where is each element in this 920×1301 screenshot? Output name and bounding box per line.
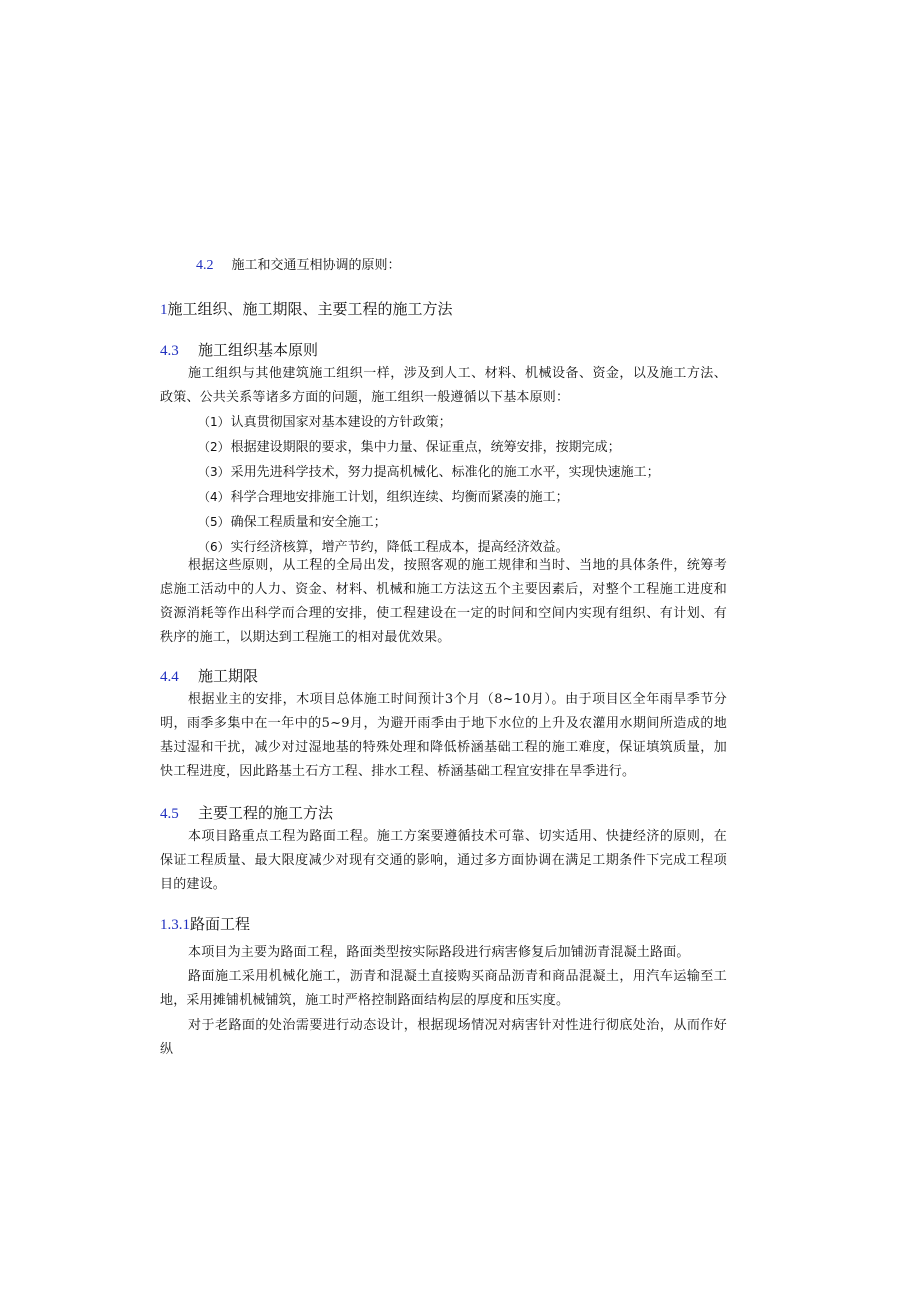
section-4-5-body: 本项目路重点工程为路面工程。施工方案要遵循技术可靠、切实适用、快捷经济的原则，在保证工程质量、最大限度减少对现有交通的影响，通过多方面协调在满足工期条件下完成工程项目的建设。 [160, 829, 727, 892]
list-item-text: 认真贯彻国家对基本建设的方针政策； [230, 415, 452, 430]
section-1-3-1-para-1: 本项目为主要为路面工程，路面类型按实际路段进行病害修复后加铺沥青混凝土路面。 [188, 945, 690, 960]
section-4-4-heading [160, 665, 258, 688]
section-number: 4.4 [160, 669, 179, 685]
list-item-index: （5） [198, 515, 230, 529]
chapter-title: 施工组织、施工期限、主要工程的施工方法 [167, 300, 453, 318]
list-item-index: （4） [198, 490, 230, 504]
list-item-index: （2） [198, 440, 230, 454]
section-number: 1.3.1 [160, 917, 190, 933]
list-item-text: 采用先进科学技术，努力提高机械化、标准化的施工水平，实现快速施工； [230, 465, 660, 480]
section-1-3-1-para-3: 对于老路面的处治需要进行动态设计，根据现场情况对病害针对性进行彻底处治，从而作好纵 [160, 1018, 727, 1057]
section-title: 主要工程的施工方法 [198, 804, 334, 822]
section-4-3-intro: 施工组织与其他建筑施工组织一样，涉及到人工、材料、机械设备、资金，以及施工方法、政策、公共关系等诸多方面的问题，施工组织一般遵循以下基本原则： [160, 366, 727, 405]
section-title: 施工组织基本原则 [198, 341, 319, 359]
chapter-1-heading [160, 298, 453, 321]
list-item-index: （1） [198, 415, 230, 429]
list-item-index: （3） [198, 465, 230, 479]
list-item-text: 根据建设期限的要求，集中力量、保证重点，统筹安排，按期完成； [230, 440, 621, 455]
section-title: 施工和交通互相协调的原则： [231, 258, 401, 273]
list-item-text: 实行经济核算，增产节约，降低工程成本，提高经济效益。 [230, 540, 569, 555]
list-item [198, 485, 660, 510]
section-number: 4.3 [160, 343, 179, 359]
section-title: 路面工程 [190, 915, 251, 933]
list-item-text: 科学合理地安排施工计划，组织连续、均衡而紧凑的施工； [230, 490, 569, 505]
section-1-3-1-para-2: 路面施工采用机械化施工，沥青和混凝土直接购买商品沥青和商品混凝土，用汽车运输至工地，采用摊铺机械铺筑，施工时严格控制路面结构层的厚度和压实度。 [160, 969, 727, 1008]
section-4-3-summary: 根据这些原则，从工程的全局出发，按照客观的施工规律和当时、当地的具体条件，统筹考虑施工活动中的人力、资金、材料、机械和施工方法这五个主要因素后，对整个工程施工进度和资源消耗等作出科学而合理的安排，使工程建设在一定的时间和空间内实现有组织、有计划、有秩序的施工，以期达到工程施工的相对最优效果。 [160, 558, 727, 645]
section-4-2-heading [196, 256, 401, 276]
chapter-number: 1 [160, 302, 168, 318]
section-number: 4.2 [196, 258, 214, 273]
section-4-3-heading [160, 339, 318, 362]
list-item [198, 410, 660, 435]
section-1-3-1-heading [160, 913, 250, 936]
list-item [198, 435, 660, 460]
list-item [198, 460, 660, 485]
section-4-5-heading [160, 802, 333, 825]
list-item-text: 确保工程质量和安全施工； [230, 515, 387, 530]
section-number: 4.5 [160, 806, 179, 822]
list-item-index: （6） [198, 540, 230, 554]
list-item [198, 510, 660, 535]
section-title: 施工期限 [198, 667, 259, 685]
principles-list [198, 410, 660, 560]
section-4-4-body: 根据业主的安排，木项目总体施工时间预计3个月（8~10月）。由于项目区全年雨旱季节分明，雨季多集中在一年中的5~9月，为避开雨季由于地下水位的上升及农灌用水期间所造成的地基过湿和干扰，减少对过湿地基的特殊处理和降低桥涵基础工程的施工难度，保证填筑质量，加快工程进度，因此路基土石方工程、排水工程、桥涵基础工程宜安排在旱季进行。 [160, 692, 727, 779]
